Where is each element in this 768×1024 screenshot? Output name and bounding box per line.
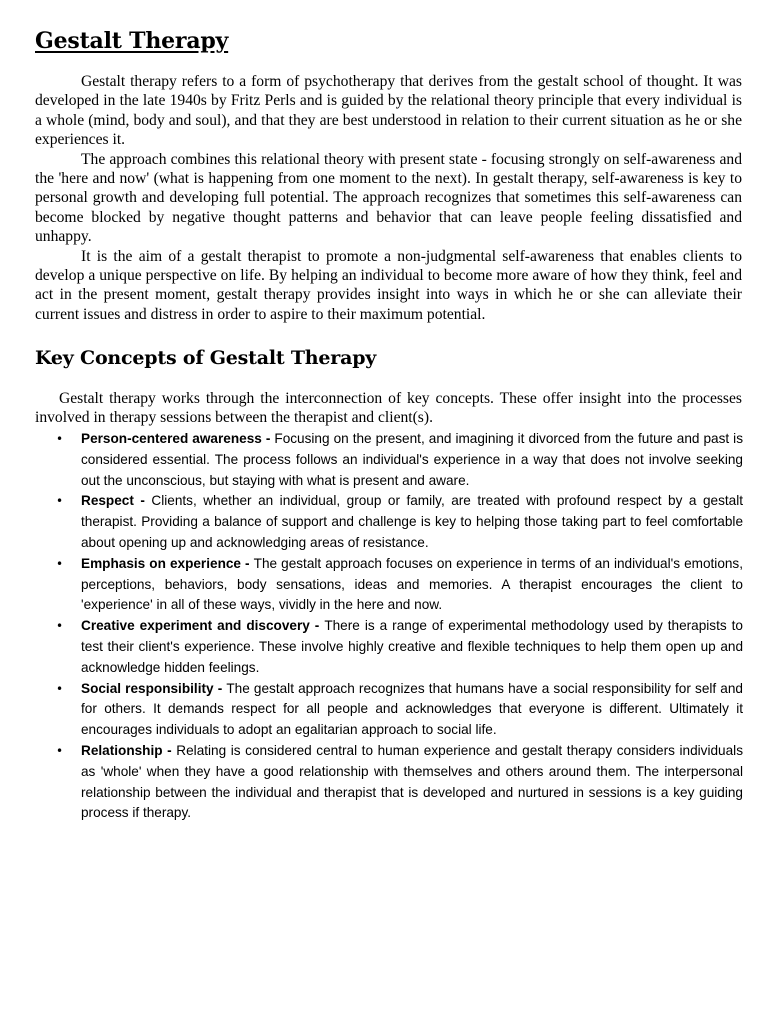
list-item (0, 554, 743, 616)
section-heading: Key Concepts of Gestalt Therapy (35, 347, 377, 369)
list-item (0, 741, 743, 824)
concept-term: Social responsibility - (81, 680, 227, 696)
bullet-icon: • (56, 556, 64, 571)
concept-term: Relationship - (81, 742, 177, 758)
intro-paragraph: Gestalt therapy refers to a form of psychotherapy that derives from the gestalt school of thought. It was developed in the late 1940s by Fritz Perls and is guided by the relational theory principle that every individual is a whole (mind, body and soul), and that they are best understood in relation to their current situation as he or she experiences it. (35, 73, 742, 149)
concept-term: Person-centered awareness - (81, 431, 275, 446)
intro-section (35, 72, 742, 324)
list-item (0, 491, 743, 553)
concept-description: The gestalt approach recognizes that humans have a social responsibility for self and for others. It demands respect for all people and acknowledges that everyone is different. Ultimately it encourages individuals to adopt an egalitarian approach to social life. (81, 680, 743, 738)
bullet-icon: • (56, 681, 64, 696)
concept-description: The gestalt approach focuses on experience in terms of an individual's emotions, perceptions, behaviors, body sensations, ideas and memories. A therapist encourages the client to 'experience' in all of these ways, vividly in the here and now. (81, 555, 744, 613)
list-item (0, 679, 743, 741)
concept-description: Relating is considered central to human experience and gestalt therapy considers individuals as 'whole' when they have a good relationship with themselves and others around them. The interpersonal relationship between the individual and therapist that is developed and nurtured in sessions is a key guiding process if therapy. (81, 742, 743, 821)
page-title: Gestalt Therapy (35, 28, 229, 54)
concept-description: Clients, whether an individual, group or family, are treated with profound respect by a gestalt therapist. Providing a balance of support and challenge is key to helping those taking part to feel comfortable about opening up and acknowledging areas of resistance. (81, 493, 743, 550)
concept-term: Emphasis on experience - (81, 555, 254, 571)
concept-list (0, 429, 768, 824)
intro-paragraph: The approach combines this relational theory with present state - focusing strongly on self-awareness and the 'here and now' (what is happening from one moment to the next). In gestalt therapy, self-awareness is key to personal growth and developing full potential. The approach recognizes that sometimes this self-awareness can become blocked by negative thought patterns and behavior that can leave people feeling dissatisfied and unhappy. (35, 150, 742, 246)
concept-description: There is a range of experimental methodology used by therapists to test their client's experience. These involve highly creative and flexible techniques to help them open up and acknowledge hidden feelings. (81, 618, 743, 675)
list-item (0, 616, 743, 678)
list-item (0, 429, 743, 491)
concept-description: Focusing on the present, and imagining it divorced from the future and past is considered essential. The process follows an individual's experience in a way that does not involve seeking out the unconscious, but staying with what is present and aware. (81, 431, 743, 488)
bullet-icon: • (56, 432, 64, 446)
intro-paragraph: It is the aim of a gestalt therapist to promote a non-judgmental self-awareness that enables clients to develop a unique perspective on life. By helping an individual to become more aware of how they think, feel and act in the present moment, gestalt therapy provides insight into ways in which he or she can alleviate their current issues and distress in order to aspire to their maximum potential. (35, 247, 742, 323)
concept-term: Creative experiment and discovery - (81, 618, 325, 634)
concept-term: Respect - (81, 493, 152, 509)
bullet-icon: • (56, 743, 64, 758)
bullet-icon: • (56, 619, 64, 634)
section-intro-paragraph: Gestalt therapy works through the interconnection of key concepts. These offer insight into the processes involved in therapy sessions between the therapist and client(s). (35, 390, 742, 427)
bullet-icon: • (56, 494, 64, 509)
